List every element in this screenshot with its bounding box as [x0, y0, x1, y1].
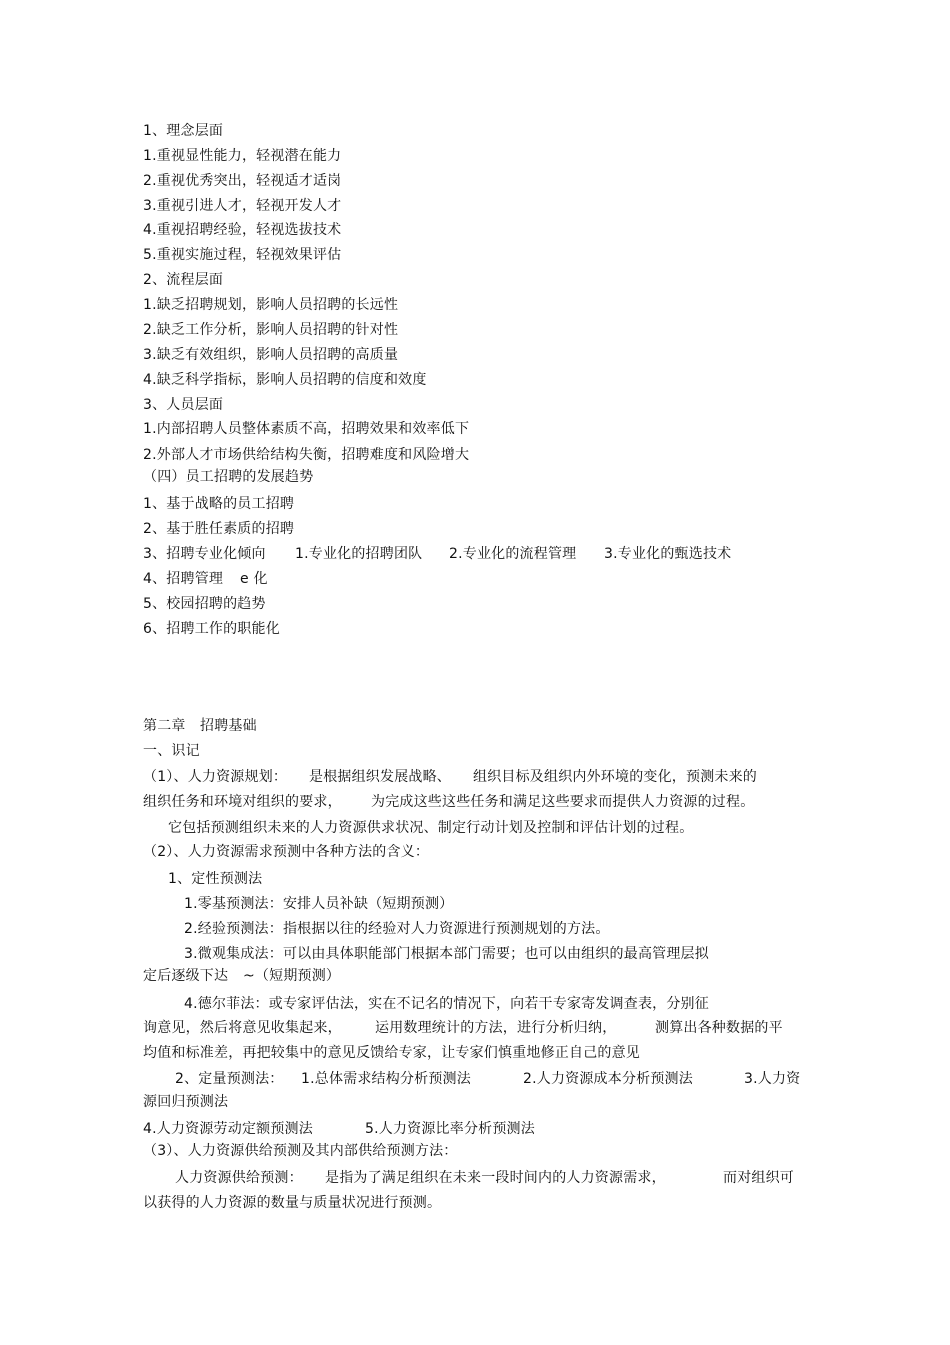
section-heading: 1、理念层面	[143, 123, 224, 139]
method-item: 5.人力资源比率分析预测法	[365, 1121, 535, 1137]
sub-heading: 1、定性预测法	[168, 871, 263, 887]
text-segment: 而对组织可	[723, 1170, 794, 1186]
chapter-subtitle: 招聘基础	[200, 718, 257, 734]
section-heading: （四）员工招聘的发展趋势	[143, 469, 314, 485]
list-item: 4.德尔菲法：或专家评估法，实在不记名的情况下，向若干专家寄发调查表，分别征	[184, 996, 709, 1012]
list-item: 3.微观集成法：可以由具体职能部门根据本部门需要；也可以由组织的最高管理层拟	[184, 946, 709, 962]
trend-sub-item: 2.专业化的流程管理	[449, 546, 577, 562]
text-segment: 运用数理统计的方法，进行分析归纳，	[375, 1020, 617, 1036]
trend-sub-item: 1.专业化的招聘团队	[295, 546, 423, 562]
paragraph-line: 均值和标准差，再把较集中的意见反馈给专家，让专家们慎重地修正自己的意见	[143, 1045, 640, 1061]
list-item: 1.内部招聘人员整体素质不高，招聘效果和效率低下	[143, 421, 470, 437]
list-item: 2.重视优秀突出，轻视适才适岗	[143, 173, 342, 189]
chapter-number: 第二章	[143, 718, 186, 734]
list-item: 4.重视招聘经验，轻视选拔技术	[143, 222, 342, 238]
chapter-title	[143, 717, 343, 735]
list-item: 1.重视显性能力，轻视潜在能力	[143, 148, 342, 164]
term-label: （3）、人力资源供给预测及其内部供给预测方法：	[143, 1143, 458, 1159]
term-label: （1）、人力资源规划：	[143, 769, 288, 785]
section-heading: 3、人员层面	[143, 397, 224, 413]
text-segment: 人力资源供给预测：	[175, 1170, 303, 1186]
list-item: 3.重视引进人才，轻视开发人才	[143, 198, 342, 214]
list-item	[143, 570, 343, 588]
trend-label: 3、招聘专业化倾向	[143, 546, 266, 562]
list-item: 2.外部人才市场供给结构失衡，招聘难度和风险增大	[143, 447, 470, 463]
sub-heading: 2、定量预测法：	[175, 1071, 284, 1087]
list-item: 1.零基预测法：安排人员补缺（短期预测）	[184, 896, 454, 912]
paragraph-line: 以获得的人力资源的数量与质量状况进行预测。	[143, 1195, 442, 1211]
trend-sub-item: 3.专业化的甄选技术	[604, 546, 732, 562]
list-item: 4.缺乏科学指标，影响人员招聘的信度和效度	[143, 372, 427, 388]
list-item: 1、基于战略的员工招聘	[143, 496, 295, 512]
term-label: （2）、人力资源需求预测中各种方法的含义：	[143, 844, 430, 860]
list-item: 5、校园招聘的趋势	[143, 596, 266, 612]
paragraph-line: 源回归预测法	[143, 1094, 229, 1110]
list-item	[143, 545, 783, 563]
section-heading: 一、识记	[143, 743, 200, 759]
method-item: 3.人力资	[744, 1071, 801, 1087]
trend-label: 4、招聘管理	[143, 571, 224, 587]
list-item: 5.重视实施过程，轻视效果评估	[143, 247, 342, 263]
text-segment: 是指为了满足组织在未来一段时间内的人力资源需求，	[325, 1170, 666, 1186]
text-segment: 组织目标及组织内外环境的变化，预测未来的	[473, 769, 757, 785]
list-item: 2.缺乏工作分析，影响人员招聘的针对性	[143, 322, 399, 338]
method-item: 2.人力资源成本分析预测法	[523, 1071, 693, 1087]
method-item: 4.人力资源劳动定额预测法	[143, 1121, 313, 1137]
text-segment: ~（短期预测）	[243, 968, 341, 984]
paragraph-line	[175, 1169, 805, 1187]
method-item: 1.总体需求结构分析预测法	[301, 1071, 471, 1087]
section-heading: 2、流程层面	[143, 272, 224, 288]
text-segment: 测算出各种数据的平	[655, 1020, 783, 1036]
text-segment: 组织任务和环境对组织的要求，	[143, 794, 342, 810]
paragraph-line	[143, 967, 403, 985]
paragraph-line	[175, 1070, 815, 1088]
list-item: 1.缺乏招聘规划，影响人员招聘的长远性	[143, 297, 399, 313]
text-segment: 定后逐级下达	[143, 968, 229, 984]
paragraph-line	[143, 793, 803, 811]
paragraph-line: 它包括预测组织未来的人力资源供求状况、制定行动计划及控制和评估计划的过程。	[168, 820, 694, 836]
list-item: 2.经验预测法：指根据以往的经验对人力资源进行预测规划的方法。	[184, 921, 610, 937]
paragraph-line	[143, 1120, 563, 1138]
list-item: 6、招聘工作的职能化	[143, 621, 280, 637]
paragraph-line	[143, 1019, 803, 1037]
trend-suffix: e 化	[240, 571, 268, 587]
list-item: 2、基于胜任素质的招聘	[143, 521, 295, 537]
list-item: 3.缺乏有效组织，影响人员招聘的高质量	[143, 347, 399, 363]
text-segment: 询意见，然后将意见收集起来，	[143, 1020, 342, 1036]
text-segment: 为完成这些这些任务和满足这些要求而提供人力资源的过程。	[371, 794, 755, 810]
paragraph-line	[143, 768, 783, 786]
text-segment: 是根据组织发展战略、	[309, 769, 451, 785]
